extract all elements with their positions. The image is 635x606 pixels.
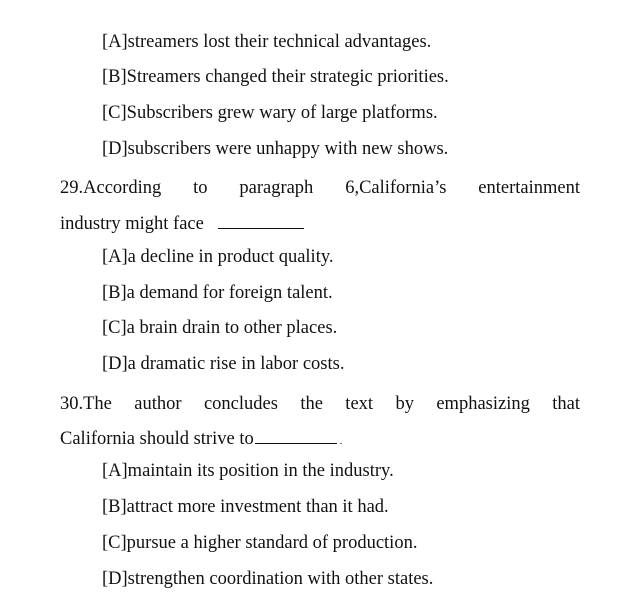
q30-answer-blank xyxy=(255,427,337,444)
q29-stem-line2 xyxy=(60,212,580,235)
q30-option-a: [A]maintain its position in the industry. xyxy=(102,461,394,481)
q28-option-b: [B]Streamers changed their strategic priorities. xyxy=(102,67,449,87)
q29-option-d: [D]a dramatic rise in labor costs. xyxy=(102,354,345,374)
q30-option-d: [D]strengthen coordination with other states. xyxy=(102,569,434,589)
q28-option-d: [D]subscribers were unhappy with new shows. xyxy=(102,139,449,159)
q29-stem-text: industry might face xyxy=(60,214,204,234)
q30-stem-period: . xyxy=(339,436,343,447)
q29-stem-line1: 29.According to paragraph 6,California’s entertainment xyxy=(60,178,580,198)
q30-stem-line2 xyxy=(60,427,580,453)
q29-option-c: [C]a brain drain to other places. xyxy=(102,318,338,338)
q30-option-c: [C]pursue a higher standard of production. xyxy=(102,533,418,553)
q29-option-a: [A]a decline in product quality. xyxy=(102,247,334,267)
q30-option-b: [B]attract more investment than it had. xyxy=(102,497,389,517)
q28-option-a: [A]streamers lost their technical advantages. xyxy=(102,32,432,52)
q30-stem-line1: 30.The author concludes the text by emphasizing that xyxy=(60,394,580,414)
q29-answer-blank xyxy=(218,212,304,229)
q28-option-c: [C]Subscribers grew wary of large platforms. xyxy=(102,103,438,123)
q29-option-b: [B]a demand for foreign talent. xyxy=(102,283,333,303)
q30-stem-text: California should strive to xyxy=(60,429,254,449)
